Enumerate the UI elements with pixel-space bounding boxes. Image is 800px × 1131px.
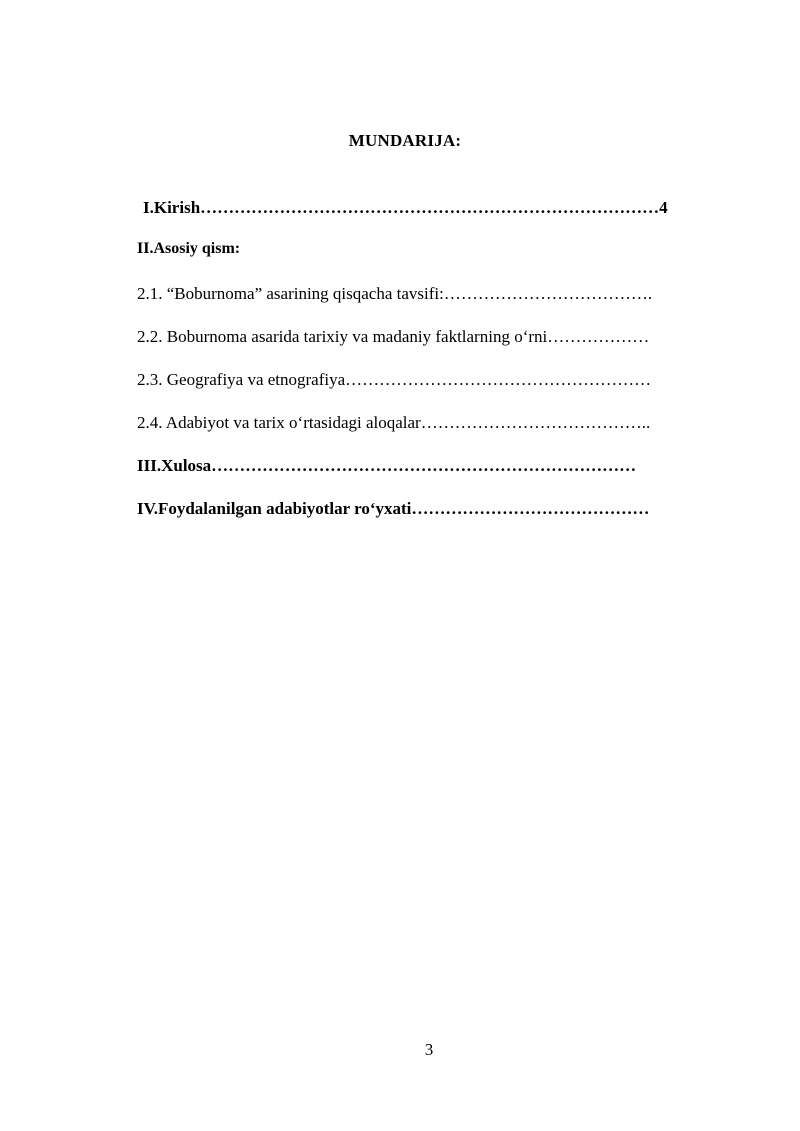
- toc-entry-leader: ………………: [547, 327, 650, 346]
- toc-entry-2-2[interactable]: [137, 325, 710, 349]
- toc-entry-2-3[interactable]: [137, 368, 710, 392]
- toc-entry-label: I.Kirish: [143, 198, 201, 217]
- toc-entry-label: 2.1. “Boburnoma” asarining qisqacha tavsifi:: [137, 284, 444, 303]
- toc-entry-leader: …………………………………..: [420, 413, 651, 432]
- toc-entry-leader: …………………………………………………………………: [211, 456, 637, 475]
- toc-entry-leader: ………………………………………………: [345, 370, 652, 389]
- toc-entry-label: 2.4. Adabiyot va tarix o‘rtasidagi aloqalar: [137, 413, 421, 432]
- toc-entry-introduction[interactable]: [143, 196, 710, 220]
- toc-entry-label: II.Asosiy qism:: [137, 240, 241, 257]
- toc-entry-leader: ………………………………………………………………………: [200, 198, 660, 217]
- toc-entry-2-1[interactable]: [137, 282, 710, 306]
- toc-entry-conclusion[interactable]: [137, 454, 710, 478]
- toc-entry-label: 2.3. Geografiya va etnografiya: [137, 370, 346, 389]
- toc-entry-leader: ……………………………………: [411, 499, 650, 518]
- toc-entry-label: IV.Foydalanilgan adabiyotlar ro‘yxati: [137, 499, 412, 518]
- toc-entry-leader: ……………………………….: [443, 284, 653, 303]
- toc-entry-references[interactable]: [137, 497, 710, 521]
- toc-entry-2-4[interactable]: [137, 411, 710, 435]
- page-number: 3: [424, 1040, 434, 1059]
- toc-entry-page: 4: [659, 198, 668, 217]
- toc-entry-label: III.Xulosa: [137, 456, 212, 475]
- toc-entry-label: 2.2. Boburnoma asarida tarixiy va madaniy faktlarning o‘rni: [137, 327, 548, 346]
- toc-title: MUNDARIJA:: [348, 131, 462, 150]
- toc-entry-main-part[interactable]: [137, 236, 710, 260]
